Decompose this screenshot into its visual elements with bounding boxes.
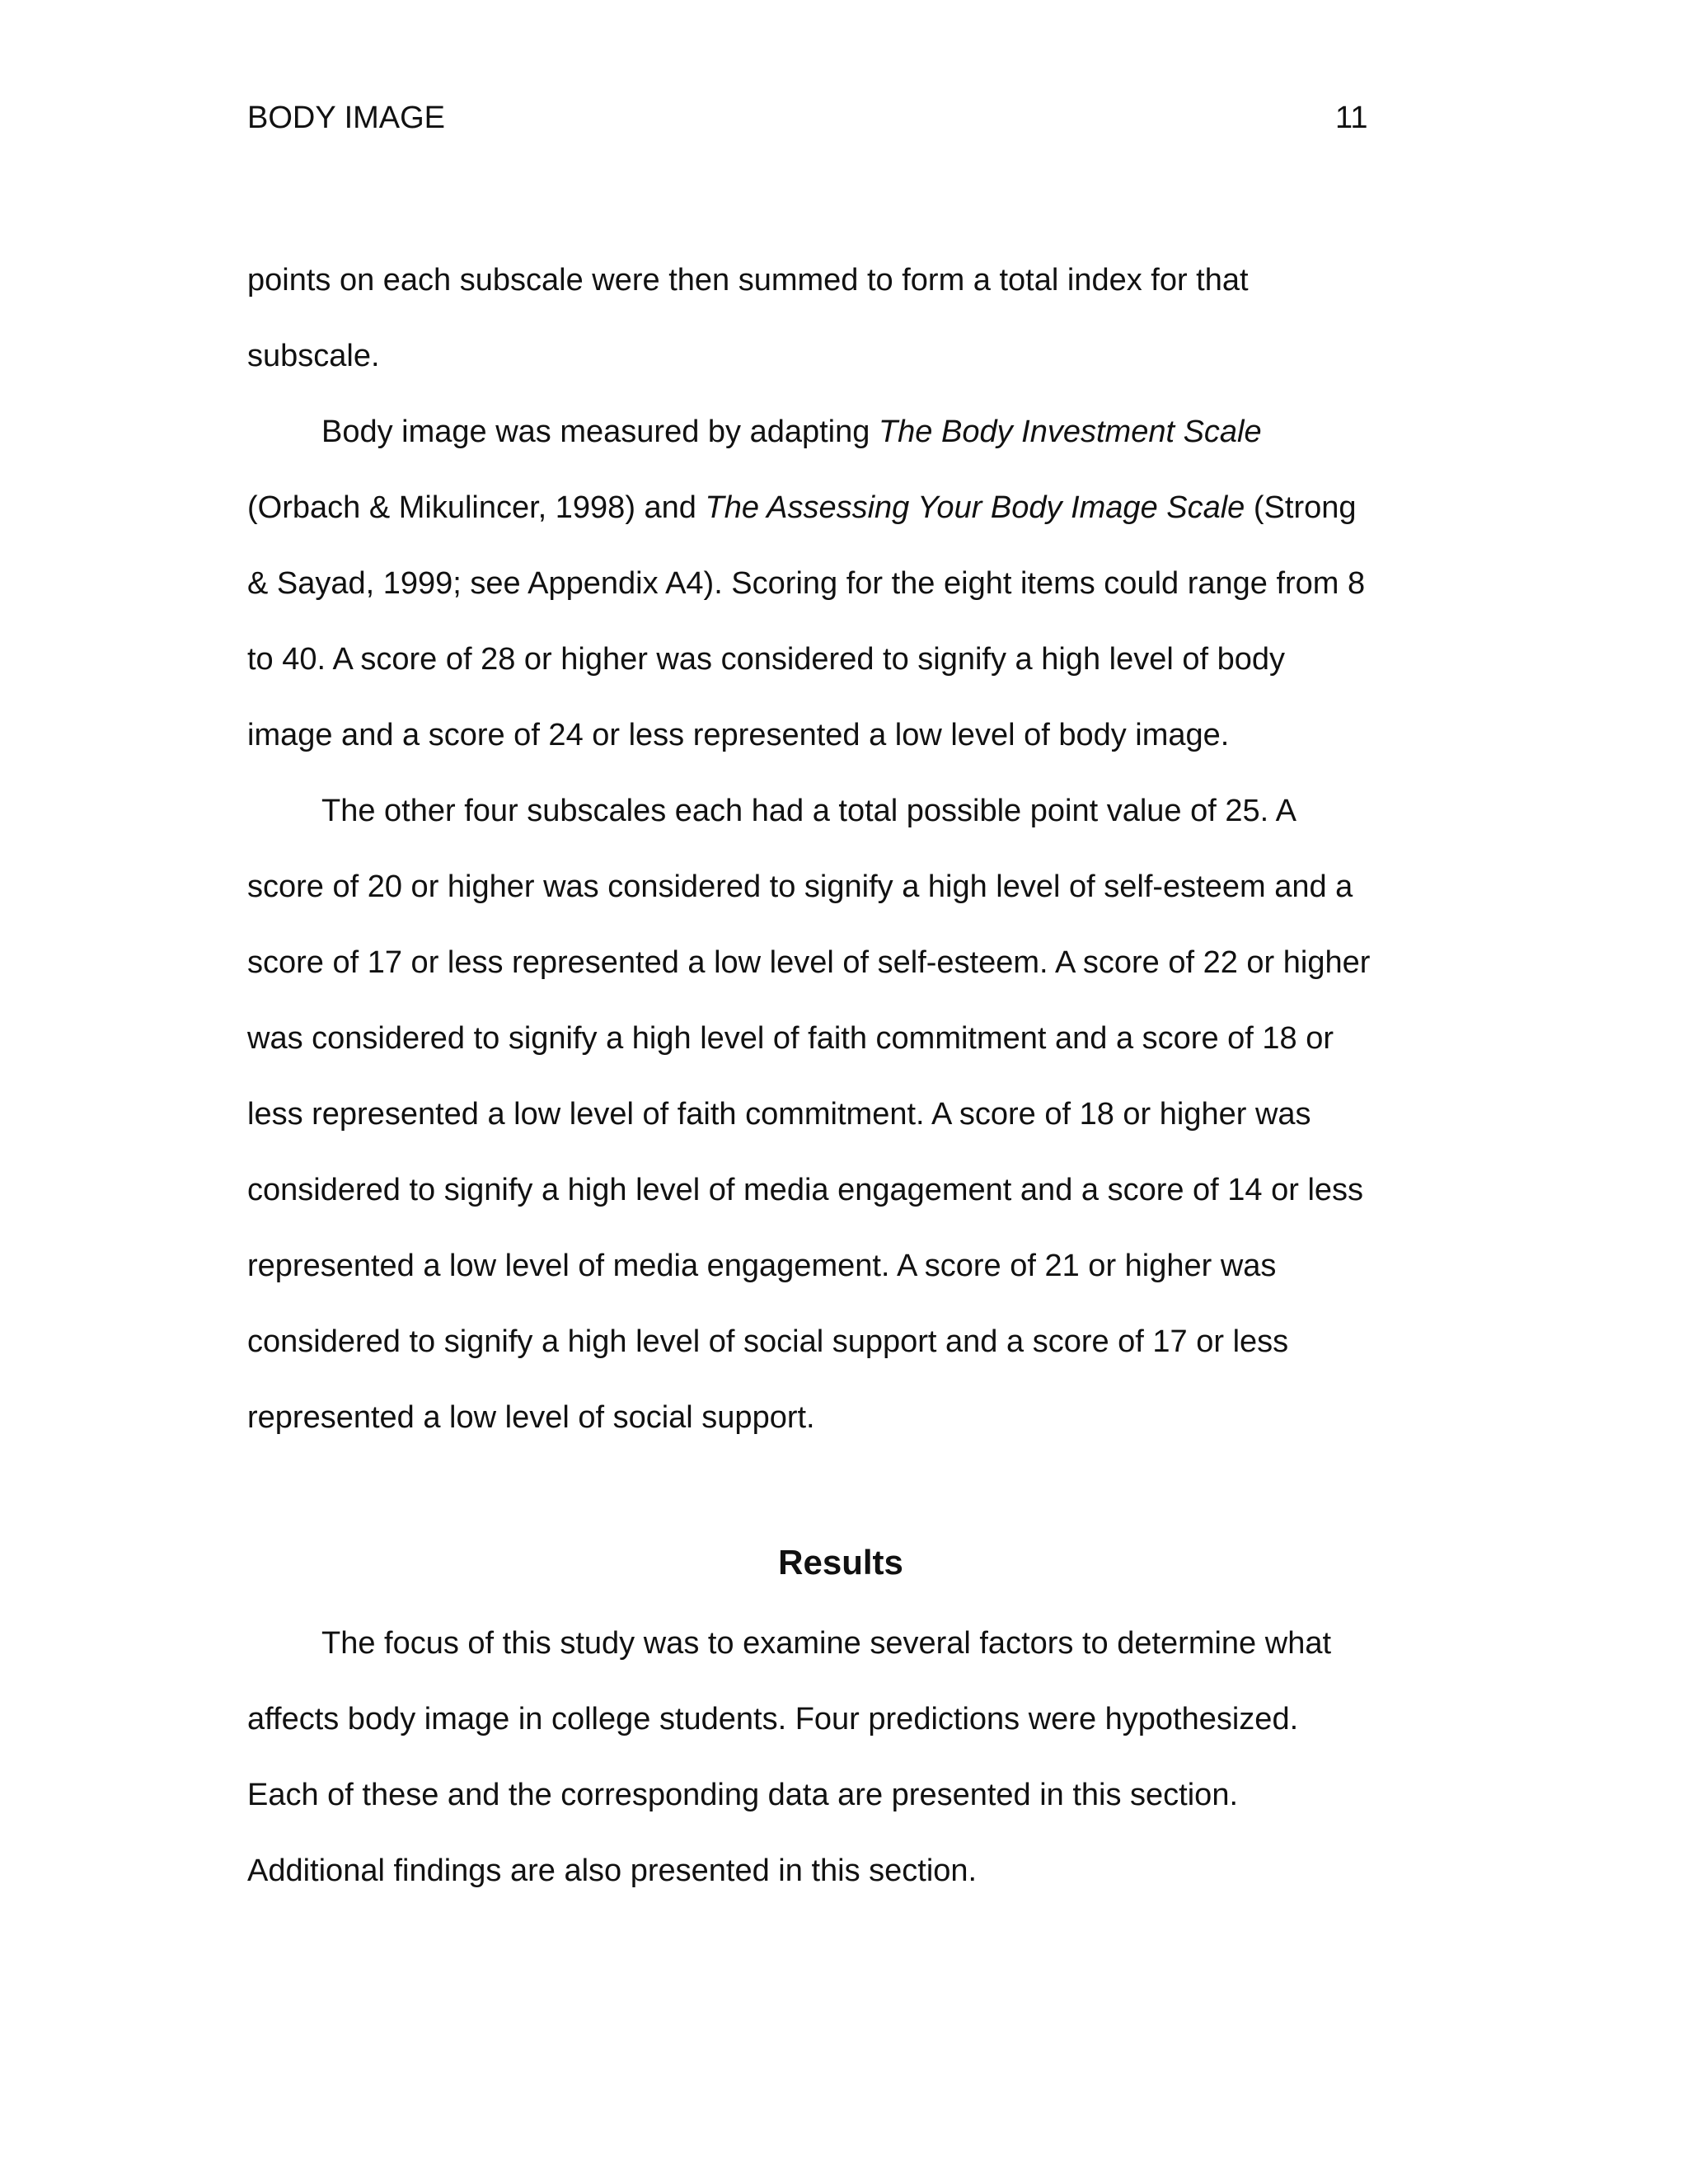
page-number: 11	[1335, 101, 1368, 135]
paragraph-line: Each of these and the corresponding data are presented in this section.	[247, 1778, 1239, 1812]
paragraph-line	[247, 394, 1451, 470]
running-head: BODY IMAGE	[247, 101, 446, 135]
paragraph-line: image and a score of 24 or less represented a low level of body image.	[247, 718, 1230, 752]
paragraph-line: The other four subscales each had a total possible point value of 25. A	[321, 794, 1296, 828]
paragraph-line: represented a low level of media engagement. A score of 21 or higher was	[247, 1249, 1277, 1283]
text-run: Body image was measured by adapting	[321, 415, 879, 449]
section-heading-results: Results	[778, 1543, 903, 1582]
paragraph-line: score of 20 or higher was considered to signify a high level of self-esteem and a	[247, 869, 1353, 904]
text-run: (Strong	[1245, 490, 1357, 525]
paragraph-line: represented a low level of social support.	[247, 1400, 815, 1435]
paragraph-line: points on each subscale were then summed to form a total index for that	[247, 263, 1249, 298]
paragraph-line: to 40. A score of 28 or higher was considered to signify a high level of body	[247, 642, 1285, 677]
paragraph-line: The focus of this study was to examine several factors to determine what	[321, 1626, 1332, 1661]
paragraph-line	[247, 470, 1451, 546]
paragraph-line: was considered to signify a high level of faith commitment and a score of 18 or	[247, 1021, 1334, 1056]
paragraph-line: affects body image in college students. Four predictions were hypothesized.	[247, 1702, 1299, 1736]
body-text	[247, 242, 1451, 1909]
paragraph-line: score of 17 or less represented a low level of self-esteem. A score of 22 or higher	[247, 945, 1371, 980]
paragraph-line: considered to signify a high level of social support and a score of 17 or less	[247, 1324, 1289, 1359]
scale-title: The Body Investment Scale	[878, 415, 1262, 449]
paragraph-line: & Sayad, 1999; see Appendix A4). Scoring for the eight items could range from 8	[247, 566, 1366, 601]
text-run: (Orbach & Mikulincer, 1998) and	[247, 490, 706, 525]
paragraph-line: Additional findings are also presented in this section.	[247, 1854, 978, 1888]
scale-title: The Assessing Your Body Image Scale	[705, 490, 1245, 525]
paragraph-line: subscale.	[247, 339, 380, 373]
paragraph-line: less represented a low level of faith commitment. A score of 18 or higher was	[247, 1097, 1311, 1132]
section-spacer	[247, 1455, 1451, 1520]
paragraph-line: considered to signify a high level of media engagement and a score of 14 or less	[247, 1173, 1364, 1207]
